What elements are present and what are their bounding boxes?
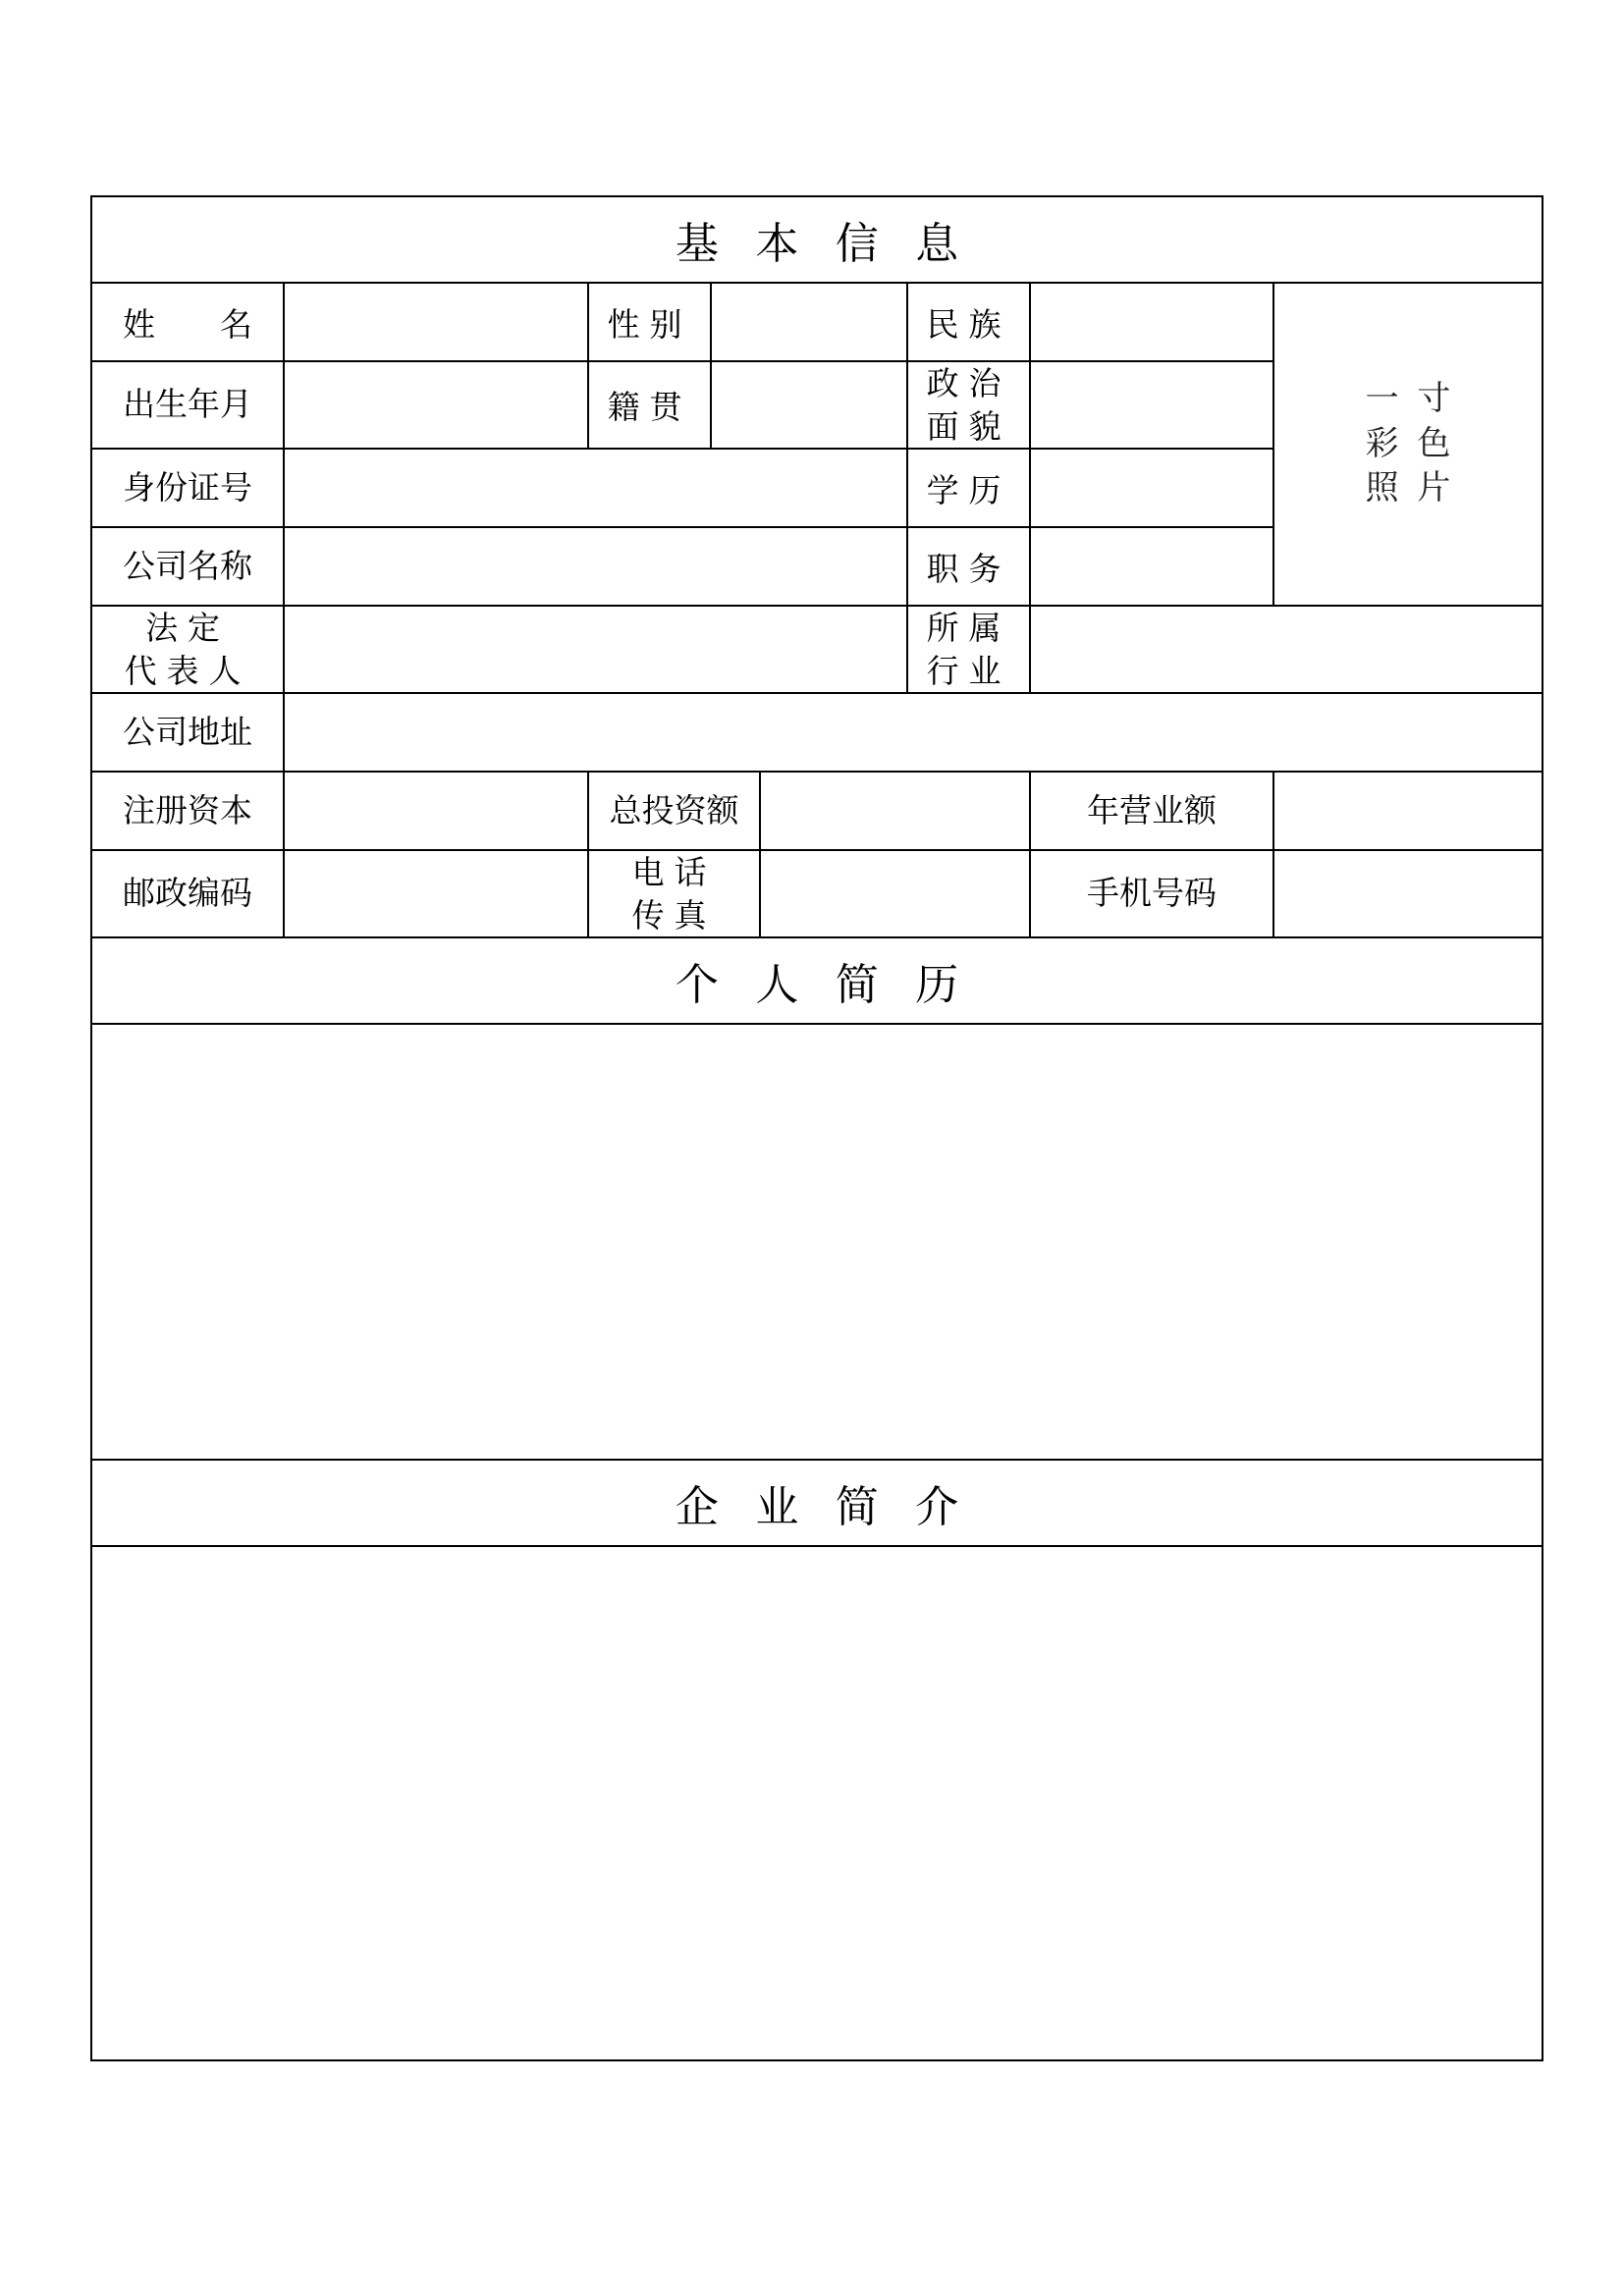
- label-phone-fax: [588, 850, 760, 937]
- photo-box[interactable]: [1273, 283, 1543, 606]
- label-gender: 性别: [588, 283, 711, 361]
- label-industry-line-1: 所属: [926, 609, 1011, 648]
- label-political-status: [907, 361, 1030, 449]
- label-position: 职务: [907, 527, 1030, 606]
- field-id-number[interactable]: [284, 449, 907, 527]
- field-industry[interactable]: [1030, 606, 1543, 693]
- photo-label-line-1: 一寸: [1365, 378, 1470, 418]
- label-birth: 出生年月: [91, 361, 284, 449]
- label-annual-revenue: 年营业额: [1030, 772, 1273, 850]
- section-title-resume: 个人简历: [91, 937, 1543, 1024]
- field-total-investment[interactable]: [760, 772, 1030, 850]
- field-postal-code[interactable]: [284, 850, 588, 937]
- field-legal-representative[interactable]: [284, 606, 907, 693]
- label-legal-representative: [91, 606, 284, 693]
- section-title-company-intro: 企业简介: [91, 1460, 1543, 1546]
- field-phone-fax[interactable]: [760, 850, 1030, 937]
- label-name-char-2: 名: [220, 304, 252, 344]
- field-ethnicity[interactable]: [1030, 283, 1273, 361]
- label-mobile: 手机号码: [1030, 850, 1273, 937]
- label-id-number: 身份证号: [91, 449, 284, 527]
- label-political-line-2: 面貌: [926, 406, 1011, 446]
- label-postal-code: 邮政编码: [91, 850, 284, 937]
- field-native-place[interactable]: [711, 361, 907, 449]
- field-registered-capital[interactable]: [284, 772, 588, 850]
- field-company-name[interactable]: [284, 527, 907, 606]
- photo-label-line-2: 彩色: [1365, 423, 1470, 463]
- field-education[interactable]: [1030, 449, 1273, 527]
- label-industry-line-2: 行业: [926, 651, 1011, 690]
- field-gender[interactable]: [711, 283, 907, 361]
- field-name[interactable]: [284, 283, 588, 361]
- field-company-address[interactable]: [284, 693, 1543, 772]
- photo-label-line-3: 照片: [1365, 468, 1470, 508]
- field-annual-revenue[interactable]: [1273, 772, 1543, 850]
- field-company-intro[interactable]: [91, 1546, 1543, 2060]
- label-legal-rep-line-1: 法定: [145, 609, 230, 648]
- label-legal-rep-line-2: 代表人: [124, 651, 251, 690]
- registration-form: [90, 195, 1543, 2061]
- section-title-basic-info: 基本信息: [91, 196, 1543, 283]
- field-position[interactable]: [1030, 527, 1273, 606]
- field-mobile[interactable]: [1273, 850, 1543, 937]
- label-native-place: 籍贯: [588, 361, 711, 449]
- label-ethnicity: 民族: [907, 283, 1030, 361]
- label-industry: [907, 606, 1030, 693]
- label-registered-capital: 注册资本: [91, 772, 284, 850]
- field-resume[interactable]: [91, 1024, 1543, 1460]
- label-total-investment: 总投资额: [588, 772, 760, 850]
- field-political-status[interactable]: [1030, 361, 1273, 449]
- label-name-char-1: 姓: [123, 304, 155, 344]
- label-political-line-1: 政治: [926, 364, 1011, 402]
- label-company-address: 公司地址: [91, 693, 284, 772]
- label-name: [91, 283, 284, 361]
- label-phone: 电话: [631, 853, 717, 892]
- label-company-name: 公司名称: [91, 527, 284, 606]
- label-fax: 传真: [631, 895, 717, 934]
- field-birth[interactable]: [284, 361, 588, 449]
- label-education: 学历: [907, 449, 1030, 527]
